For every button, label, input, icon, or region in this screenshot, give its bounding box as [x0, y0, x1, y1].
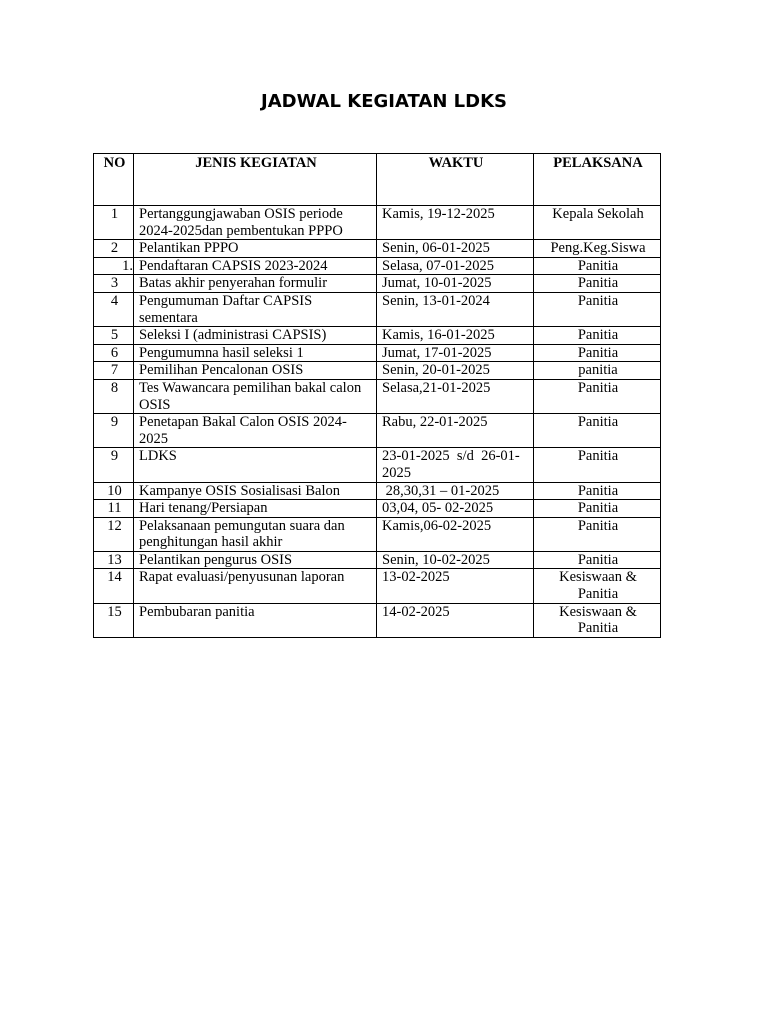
- table-row: [94, 482, 661, 500]
- cell-jenis-kegiatan: Hari tenang/Persiapan: [134, 500, 377, 518]
- cell-jenis-kegiatan: Tes Wawancara pemilihan bakal calon OSIS: [134, 379, 377, 413]
- cell-waktu: Jumat, 10-01-2025: [377, 275, 534, 293]
- cell-pelaksana: Panitia: [534, 344, 661, 362]
- cell-waktu: Senin, 10-02-2025: [377, 551, 534, 569]
- cell-no: 10: [94, 482, 134, 500]
- header-no: NO: [94, 154, 134, 206]
- cell-no: 12: [94, 517, 134, 551]
- table-row: [94, 551, 661, 569]
- cell-no: 2: [94, 240, 134, 258]
- table-row: [94, 362, 661, 380]
- cell-jenis-kegiatan: Pembubaran panitia: [134, 603, 377, 637]
- cell-jenis-kegiatan: Seleksi I (administrasi CAPSIS): [134, 327, 377, 345]
- cell-no: 8: [94, 379, 134, 413]
- cell-waktu: Senin, 06-01-2025: [377, 240, 534, 258]
- cell-no: 6: [94, 344, 134, 362]
- cell-pelaksana: Peng.Keg.Siswa: [534, 240, 661, 258]
- cell-pelaksana: panitia: [534, 362, 661, 380]
- cell-jenis-kegiatan: Penetapan Bakal Calon OSIS 2024-2025: [134, 414, 377, 448]
- cell-no: 13: [94, 551, 134, 569]
- table-row: [94, 327, 661, 345]
- cell-no: 15: [94, 603, 134, 637]
- table-row: [94, 257, 661, 275]
- cell-jenis-kegiatan: Pertanggungjawaban OSIS periode 2024-2025dan pembentukan PPPO: [134, 206, 377, 240]
- table-row: [94, 240, 661, 258]
- cell-jenis-kegiatan: Pengumumna hasil seleksi 1: [134, 344, 377, 362]
- table-row: [94, 414, 661, 448]
- cell-waktu: Jumat, 17-01-2025: [377, 344, 534, 362]
- schedule-table: [93, 153, 661, 638]
- table-row: [94, 517, 661, 551]
- table-row: [94, 344, 661, 362]
- cell-jenis-kegiatan: Pelantikan pengurus OSIS: [134, 551, 377, 569]
- cell-jenis-kegiatan: Pemilihan Pencalonan OSIS: [134, 362, 377, 380]
- cell-waktu: Kamis, 16-01-2025: [377, 327, 534, 345]
- cell-jenis-kegiatan: Pelaksanaan pemungutan suara dan penghitungan hasil akhir: [134, 517, 377, 551]
- header-row: [94, 154, 661, 206]
- cell-waktu: Senin, 20-01-2025: [377, 362, 534, 380]
- cell-waktu: Kamis,06-02-2025: [377, 517, 534, 551]
- cell-pelaksana: Panitia: [534, 379, 661, 413]
- cell-waktu: 14-02-2025: [377, 603, 534, 637]
- cell-pelaksana: Panitia: [534, 327, 661, 345]
- cell-pelaksana: Panitia: [534, 500, 661, 518]
- table-row: [94, 603, 661, 637]
- cell-no: 11: [94, 500, 134, 518]
- cell-no: 1: [94, 206, 134, 240]
- cell-no: 3: [94, 275, 134, 293]
- cell-pelaksana: Kepala Sekolah: [534, 206, 661, 240]
- header-waktu: WAKTU: [377, 154, 534, 206]
- cell-waktu: 23-01-2025 s/d 26-01-2025: [377, 448, 534, 482]
- cell-no: 14: [94, 569, 134, 603]
- table-row: [94, 500, 661, 518]
- cell-no: 9: [94, 448, 134, 482]
- cell-pelaksana: Panitia: [534, 551, 661, 569]
- cell-waktu: Selasa, 07-01-2025: [377, 257, 534, 275]
- cell-waktu: Kamis, 19-12-2025: [377, 206, 534, 240]
- cell-no: 7: [94, 362, 134, 380]
- cell-pelaksana: Kesiswaan & Panitia: [534, 603, 661, 637]
- table-row: [94, 448, 661, 482]
- cell-waktu: 28,30,31 – 01-2025: [377, 482, 534, 500]
- cell-waktu: Senin, 13-01-2024: [377, 292, 534, 326]
- cell-jenis-kegiatan: Batas akhir penyerahan formulir: [134, 275, 377, 293]
- table-row: [94, 379, 661, 413]
- cell-pelaksana: Panitia: [534, 292, 661, 326]
- table-row: [94, 569, 661, 603]
- table-row: [94, 206, 661, 240]
- cell-jenis-kegiatan: Pengumuman Daftar CAPSIS sementara: [134, 292, 377, 326]
- cell-pelaksana: Panitia: [534, 414, 661, 448]
- cell-pelaksana: Panitia: [534, 517, 661, 551]
- cell-pelaksana: Kesiswaan & Panitia: [534, 569, 661, 603]
- cell-waktu: 13-02-2025: [377, 569, 534, 603]
- cell-pelaksana: Panitia: [534, 257, 661, 275]
- cell-jenis-kegiatan: Pendaftaran CAPSIS 2023-2024: [134, 257, 377, 275]
- header-jenis-kegiatan: JENIS KEGIATAN: [134, 154, 377, 206]
- cell-no: 9: [94, 414, 134, 448]
- cell-waktu: 03,04, 05- 02-2025: [377, 500, 534, 518]
- cell-no: 1.: [94, 257, 134, 275]
- cell-jenis-kegiatan: Kampanye OSIS Sosialisasi Balon: [134, 482, 377, 500]
- cell-no: 4: [94, 292, 134, 326]
- cell-pelaksana: Panitia: [534, 482, 661, 500]
- table-row: [94, 275, 661, 293]
- cell-waktu: Rabu, 22-01-2025: [377, 414, 534, 448]
- cell-no: 5: [94, 327, 134, 345]
- cell-waktu: Selasa,21-01-2025: [377, 379, 534, 413]
- cell-jenis-kegiatan: Rapat evaluasi/penyusunan laporan: [134, 569, 377, 603]
- page-title: JADWAL KEGIATAN LDKS: [261, 91, 507, 112]
- table-row: [94, 292, 661, 326]
- header-pelaksana: PELAKSANA: [534, 154, 661, 206]
- cell-pelaksana: Panitia: [534, 448, 661, 482]
- cell-pelaksana: Panitia: [534, 275, 661, 293]
- cell-jenis-kegiatan: LDKS: [134, 448, 377, 482]
- cell-jenis-kegiatan: Pelantikan PPPO: [134, 240, 377, 258]
